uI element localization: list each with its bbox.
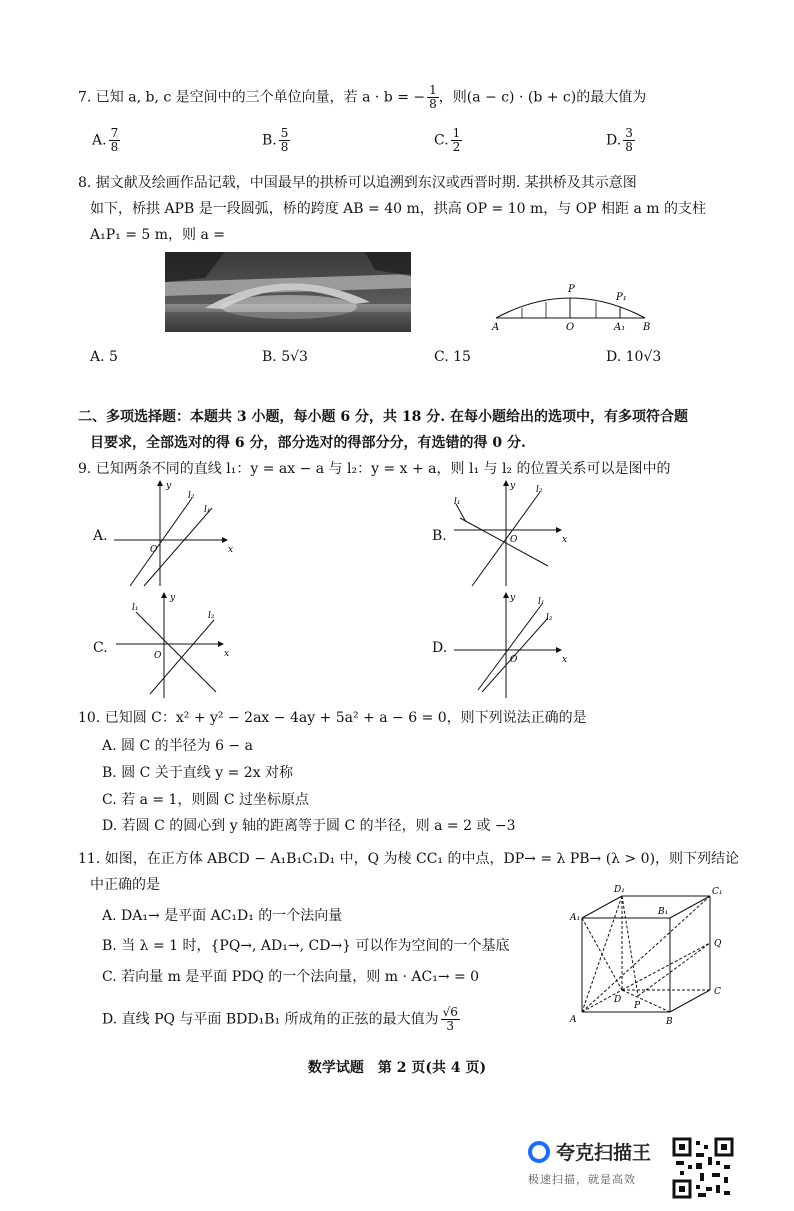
svg-text:x: x <box>224 649 230 659</box>
svg-text:x: x <box>228 545 234 555</box>
q7-stem-text: 7. 已知 a, b, c 是空间中的三个单位向量，若 a · b = − <box>78 89 426 106</box>
q11-option-d-text: D. 直线 PQ 与平面 BDD₁B₁ 所成角的正弦的最大值为 <box>102 1011 439 1028</box>
q8-option-b: B. 5√3 <box>262 349 308 365</box>
bridge-label-a1: A₁ <box>614 322 626 333</box>
q8-line1: 8. 据文献及绘画作品记载，中国最早的拱桥可以追溯到东汉或西晋时期. 某拱桥及其示意图 <box>78 175 637 191</box>
q9-graph-c <box>114 590 234 700</box>
svg-text:y: y <box>510 593 516 603</box>
svg-text:O: O <box>510 535 518 545</box>
q11-option-d <box>102 1006 460 1033</box>
q11-option-d-frac: $\frac{√6}{3}$ <box>442 1005 458 1033</box>
q9-graph-b-label: B. <box>432 528 447 544</box>
section2-line1: 二、多项选择题：本题共 3 小题，每小题 6 分，共 18 分. 在每小题给出的选项中，有多项符合题 <box>78 409 688 425</box>
svg-text:y: y <box>170 593 176 603</box>
q10-stem: 10. 已知圆 C：x² + y² − 2ax − 4ay + 5a² + a − 6 = 0，则下列说法正确的是 <box>78 710 587 726</box>
q7-stem-tail: ，则(a − c) · (b + c)的最大值为 <box>438 89 647 106</box>
svg-text:O: O <box>154 651 162 661</box>
q9-stem: 9. 已知两条不同的直线 l₁：y = ax − a 与 l₂：y = x + a，则 l₁ 与 l₂ 的位置关系可以是图中的 <box>78 461 671 477</box>
q9-graph-d <box>452 590 572 700</box>
q8-line3: A₁P₁ = 5 m，则 a = <box>90 227 225 243</box>
q9-graph-d-label: D. <box>432 640 448 656</box>
svg-text:D: D <box>614 995 622 1005</box>
svg-text:y: y <box>510 481 516 491</box>
q11-option-c: C. 若向量 m 是平面 PDQ 的一个法向量，则 m · AC₁→ = 0 <box>102 969 480 985</box>
svg-text:l₁: l₁ <box>204 505 211 515</box>
svg-text:O: O <box>150 545 158 555</box>
q8-option-a: A. 5 <box>90 349 118 365</box>
bridge-photo <box>165 252 411 332</box>
q8-line2: 如下，桥拱 APB 是一段圆弧，桥的跨度 AB = 40 m，拱高 OP = 10 m，与 OP 相距 a m 的支柱 <box>90 201 707 217</box>
bridge-label-o: O <box>566 322 575 333</box>
q11-option-b: B. 当 λ = 1 时，{PQ→, AD₁→, CD→} 可以作为空间的一个基底 <box>102 938 510 954</box>
svg-text:D₁: D₁ <box>614 885 625 895</box>
svg-text:O: O <box>510 655 518 665</box>
scanner-watermark <box>528 1138 651 1187</box>
svg-text:P: P <box>634 1001 641 1011</box>
q10-option-a: A. 圆 C 的半径为 6 − a <box>102 738 253 754</box>
q7-option-b: B. $\frac{5}{8}$ <box>262 126 289 154</box>
svg-text:l₂: l₂ <box>188 491 195 501</box>
svg-text:l₂: l₂ <box>546 613 553 623</box>
q9-graph-b <box>452 478 572 588</box>
svg-text:l₂: l₂ <box>536 485 543 495</box>
q7-option-a: A. $\frac{7}{8}$ <box>92 126 119 154</box>
q7-option-d: D. $\frac{3}{8}$ <box>606 126 633 154</box>
q11-option-a: A. DA₁→ 是平面 AC₁D₁ 的一个法向量 <box>102 908 343 924</box>
svg-text:C₁: C₁ <box>712 887 723 897</box>
scanner-logo-icon <box>528 1141 550 1163</box>
bridge-label-b: B <box>643 322 651 333</box>
q9-graph-c-label: C. <box>93 640 108 656</box>
svg-text:A: A <box>570 1015 577 1025</box>
bridge-label-a: A <box>492 322 500 333</box>
bridge-label-p: P <box>568 284 575 295</box>
bridge-label-p1: P₁ <box>616 292 627 303</box>
qr-code-icon <box>672 1137 734 1199</box>
q7-option-c: C. $\frac{1}{2}$ <box>434 126 461 154</box>
q11-line2: 中正确的是 <box>90 877 160 893</box>
svg-text:Q: Q <box>714 939 722 949</box>
q10-option-b: B. 圆 C 关于直线 y = 2x 对称 <box>102 765 294 781</box>
q11-line1: 11. 如图，在正方体 ABCD − A₁B₁C₁D₁ 中，Q 为棱 CC₁ 的中点，DP→ = λ PB→ (λ > 0)，则下列结论 <box>78 851 740 867</box>
svg-text:A₁: A₁ <box>570 913 581 923</box>
svg-text:y: y <box>166 481 172 491</box>
svg-text:l₁: l₁ <box>538 597 545 607</box>
svg-text:l₁: l₁ <box>454 497 461 507</box>
q9-graph-a-label: A. <box>93 528 108 544</box>
page-footer: 数学试题 第 2 页(共 4 页) <box>307 1060 487 1076</box>
q8-option-c: C. 15 <box>434 349 471 365</box>
q10-option-c: C. 若 a = 1，则圆 C 过坐标原点 <box>102 792 310 808</box>
svg-text:B₁: B₁ <box>658 907 669 917</box>
scanner-slogan: 极速扫描，就是高效 <box>528 1173 636 1186</box>
q11-cube-diagram <box>562 882 732 1032</box>
q7-stem-frac: $\frac{1}{8}$ <box>429 83 437 111</box>
section2-line2: 目要求，全部选对的得 6 分，部分选对的得部分分，有选错的得 0 分. <box>90 435 526 451</box>
scanner-brand-name: 夸克扫描王 <box>556 1142 652 1164</box>
q9-graph-a <box>112 478 232 588</box>
q8-option-d: D. 10√3 <box>606 349 662 365</box>
q10-option-d: D. 若圆 C 的圆心到 y 轴的距离等于圆 C 的半径，则 a = 2 或 −3 <box>102 818 516 834</box>
svg-text:B: B <box>666 1017 673 1027</box>
svg-text:x: x <box>562 535 568 545</box>
svg-text:x: x <box>562 655 568 665</box>
bridge-diagram <box>488 280 658 335</box>
svg-text:l₁: l₁ <box>132 603 139 613</box>
q7-stem <box>78 84 646 111</box>
svg-text:C: C <box>714 987 721 997</box>
svg-text:l₂: l₂ <box>208 611 215 621</box>
